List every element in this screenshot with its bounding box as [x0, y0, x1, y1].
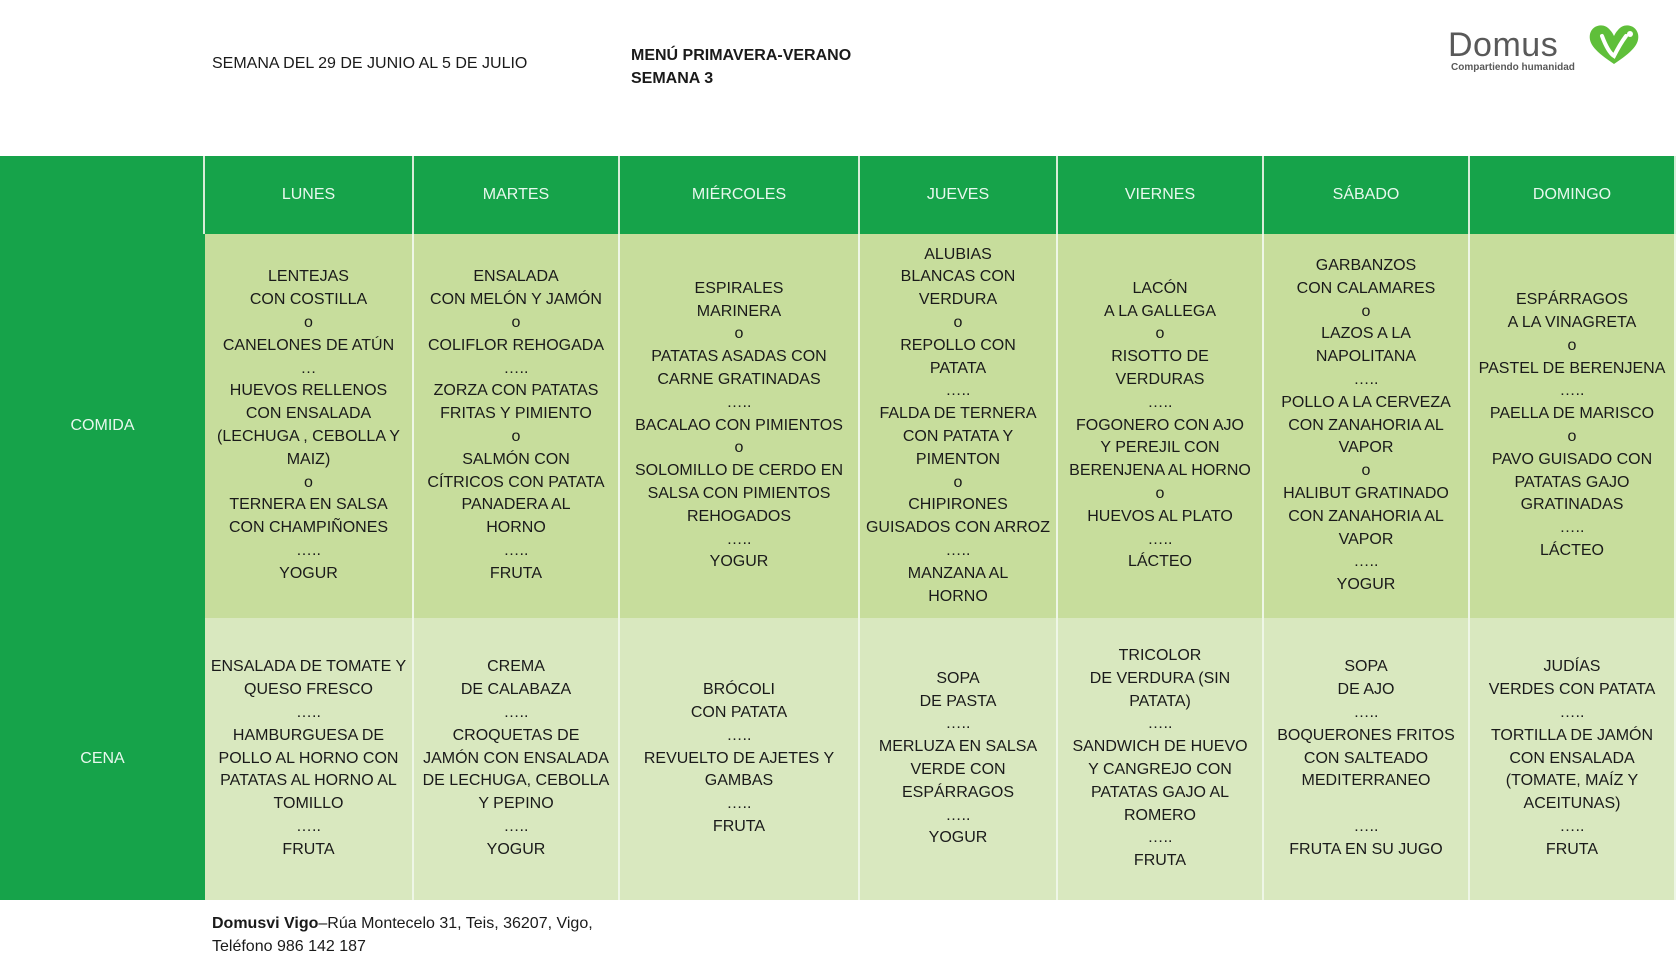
- cena-dish-line: FRUTA: [1545, 840, 1599, 858]
- comida-dish-line: CÍTRICOS CON PATATA: [427, 473, 605, 491]
- comida-cell-4: [1058, 234, 1264, 618]
- comida-label: COMIDA: [0, 234, 205, 618]
- comida-dish-line: ENSALADA: [473, 268, 559, 286]
- menu-title-line2: SEMANA 3: [631, 70, 714, 87]
- comida-dish-line: SALMÓN CON: [462, 450, 570, 468]
- comida-dish-line: PASTEL DE BERENJENA: [1478, 359, 1666, 377]
- day-header-1: MARTES: [414, 156, 620, 234]
- comida-cell-0: [205, 234, 414, 618]
- comida-dish-line: A LA GALLEGA: [1103, 302, 1217, 320]
- comida-dish-line: …..: [945, 541, 971, 559]
- cena-dish-line: Y CANGREJO CON: [1088, 761, 1232, 778]
- cena-dish-line: ACEITUNAS): [1523, 795, 1621, 813]
- cena-dish-line: HAMBURGUESA DE: [232, 726, 385, 744]
- footer-phone: Teléfono 986 142 187: [212, 938, 366, 955]
- cena-dish-line: CREMA: [487, 658, 545, 676]
- comida-dish-line: POLLO A LA CERVEZA: [1281, 393, 1451, 411]
- comida-dish-line: PAVO GUISADO CON: [1491, 450, 1653, 468]
- cena-dish-line: (TOMATE, MAÍZ Y: [1505, 772, 1639, 790]
- comida-dish-line: TERNERA EN SALSA: [229, 496, 388, 514]
- cena-dish-line: …..: [726, 726, 752, 744]
- comida-dish-line: o: [734, 325, 744, 343]
- cena-dish-line: TORTILLA DE JAMÓN: [1490, 726, 1654, 744]
- comida-dish-line: …..: [726, 393, 752, 411]
- cena-dish-line: QUESO FRESCO: [244, 681, 373, 699]
- cena-dish-line: …..: [296, 704, 321, 721]
- comida-dish-line: PATATA: [929, 359, 987, 377]
- comida-dish-line: HORNO: [928, 587, 988, 605]
- cena-dish-line: TOMILLO: [273, 795, 344, 813]
- cena-dish-line: CROQUETAS DE: [452, 726, 580, 744]
- comida-dish-line: …: [300, 359, 317, 377]
- cena-dish-line: VERDE CON: [910, 761, 1006, 778]
- footer-address: [212, 915, 593, 933]
- comida-dish-line: LAZOS A LA: [1321, 325, 1411, 343]
- comida-cell-5: [1264, 234, 1470, 618]
- cena-dish-line: DE AJO: [1337, 681, 1395, 699]
- comida-dish-line: Y PEREJIL CON: [1100, 439, 1220, 457]
- cena-dish-line: …..: [1353, 704, 1379, 721]
- comida-dish-line: o: [1361, 462, 1371, 480]
- cena-dish-line: BOQUERONES FRITOS: [1277, 726, 1455, 744]
- comida-dish-line: o: [1567, 428, 1577, 445]
- cena-dish-line: …..: [726, 795, 752, 813]
- cena-dish-line: …..: [1559, 704, 1585, 721]
- cena-dish-line: FRUTA EN SU JUGO: [1289, 840, 1443, 858]
- cena-dish-line: SOPA: [936, 669, 980, 687]
- cena-dish-line: SANDWICH DE HUEVO: [1072, 738, 1248, 756]
- comida-dish-line: BACALAO CON PIMIENTOS: [635, 416, 843, 434]
- comida-dish-line: o: [1361, 302, 1371, 320]
- comida-dish-line: CON CALAMARES: [1296, 279, 1436, 297]
- cena-dish-line: GAMBAS: [704, 772, 774, 790]
- domusvi-logo: [1448, 22, 1648, 82]
- comida-dish-line: HUEVOS RELLENOS: [229, 382, 388, 400]
- cena-dish-line: POLLO AL HORNO CON: [218, 749, 399, 767]
- comida-dish-line: ALUBIAS: [924, 245, 992, 263]
- comida-dish-line: BERENJENA AL HORNO: [1069, 462, 1251, 480]
- menu-title-line1: MENÚ PRIMAVERA-VERANO: [631, 47, 852, 64]
- comida-dish-line: ESPIRALES: [694, 279, 784, 297]
- comida-dish-line: PIMENTON: [915, 450, 1001, 468]
- cena-cell-4: [1058, 618, 1264, 900]
- cena-dish-line: CON PATATA: [690, 704, 788, 721]
- comida-dish-line: …..: [503, 359, 529, 377]
- week-range: SEMANA DEL 29 DE JUNIO AL 5 DE JULIO: [212, 55, 528, 72]
- comida-dish-line: …..: [1559, 519, 1585, 537]
- comida-dish-line: o: [304, 314, 313, 332]
- heart-logo-icon: [1586, 22, 1642, 66]
- cena-cell-2: [620, 618, 860, 900]
- comida-dish-line: MAIZ): [286, 450, 331, 468]
- day-header-2: MIÉRCOLES: [620, 156, 860, 234]
- comida-dish-line: ESPÁRRAGOS: [1515, 291, 1629, 309]
- comida-dish-line: …..: [296, 541, 321, 559]
- comida-cell-2: [620, 234, 860, 618]
- comida-dish-line: …..: [1147, 530, 1173, 548]
- cena-dish-line: PATATAS GAJO AL: [1090, 783, 1230, 801]
- cena-dish-line: CON ENSALADA: [1509, 749, 1635, 767]
- menu-title: [631, 44, 851, 90]
- comida-dish-line: MARINERA: [696, 302, 782, 320]
- comida-dish-line: o: [953, 473, 963, 491]
- comida-dish-line: CON CHAMPIÑONES: [228, 519, 389, 537]
- cena-dish-line: …..: [1559, 817, 1585, 835]
- comida-dish-line: CON COSTILLA: [249, 291, 368, 309]
- comida-dish-line: PANADERA AL: [461, 496, 571, 514]
- logo-tagline: Compartiendo humanidad: [1451, 62, 1575, 73]
- comida-dish-line: RISOTTO DE: [1111, 348, 1209, 366]
- cena-dish-line: JUDÍAS: [1543, 658, 1601, 676]
- comida-dish-line: HORNO: [486, 519, 546, 537]
- comida-dish-line: CHIPIRONES: [908, 496, 1008, 514]
- comida-row: [0, 234, 1676, 618]
- cena-dish-line: DE CALABAZA: [460, 681, 572, 699]
- comida-dish-line: CON ENSALADA: [245, 405, 372, 423]
- cena-dish-line: TRICOLOR: [1118, 647, 1202, 665]
- comida-dish-line: YOGUR: [709, 553, 769, 571]
- comida-cell-6: [1470, 234, 1676, 618]
- cena-dish-line: BRÓCOLI: [702, 681, 775, 699]
- cena-cell-0: [205, 618, 414, 900]
- comida-dish-line: YOGUR: [279, 564, 338, 582]
- cena-label: CENA: [0, 618, 205, 900]
- comida-dish-line: o: [953, 314, 963, 332]
- cena-dish-line: MERLUZA EN SALSA: [878, 738, 1038, 756]
- comida-dish-line: LACÓN: [1132, 279, 1188, 297]
- cena-dish-line: …..: [503, 704, 529, 721]
- comida-dish-line: PATATAS GAJO: [1514, 473, 1630, 491]
- comida-dish-line: FRUTA: [489, 564, 543, 582]
- comida-dish-line: A LA VINAGRETA: [1507, 314, 1637, 332]
- comida-dish-line: CARNE GRATINADAS: [657, 371, 821, 388]
- comida-dish-line: SOLOMILLO DE CERDO EN: [634, 462, 844, 480]
- comida-dish-line: …..: [726, 530, 752, 548]
- cena-dish-line: FRUTA: [1133, 852, 1187, 870]
- comida-dish-line: o: [1567, 336, 1577, 354]
- comida-dish-line: HUEVOS AL PLATO: [1087, 507, 1233, 525]
- comida-dish-line: o: [1155, 325, 1165, 343]
- day-header-3: JUEVES: [860, 156, 1058, 234]
- cena-cell-3: [860, 618, 1058, 900]
- cena-dish-line: PATATAS AL HORNO AL: [220, 772, 397, 790]
- comida-dish-line: CON ZANAHORIA AL: [1288, 507, 1444, 525]
- cena-dish-line: ROMERO: [1124, 806, 1196, 824]
- comida-dish-line: LÁCTEO: [1539, 541, 1604, 559]
- cena-cell-1: [414, 618, 620, 900]
- comida-dish-line: GRATINADAS: [1520, 496, 1624, 514]
- day-header-0: LUNES: [205, 156, 414, 234]
- footer-name: Domusvi Vigo: [212, 915, 319, 932]
- comida-dish-line: COLIFLOR REHOGADA: [427, 336, 605, 354]
- comida-dish-line: REHOGADOS: [686, 507, 791, 525]
- comida-dish-line: …..: [503, 541, 529, 559]
- comida-dish-line: …..: [945, 382, 971, 400]
- cena-cell-5: [1264, 618, 1470, 900]
- comida-dish-line: BLANCAS CON: [900, 268, 1016, 286]
- comida-cell-1: [414, 234, 620, 618]
- comida-cell-3: [860, 234, 1058, 618]
- comida-dish-line: ZORZA CON PATATAS: [433, 382, 599, 400]
- comida-dish-line: …..: [1147, 393, 1173, 411]
- comida-dish-line: PATATAS ASADAS CON: [651, 348, 827, 366]
- comida-dish-line: CON ZANAHORIA AL: [1288, 416, 1444, 434]
- cena-dish-line: …..: [1147, 715, 1173, 733]
- cena-dish-line: DE LECHUGA, CEBOLLA: [422, 772, 610, 790]
- comida-dish-line: CANELONES DE ATÚN: [222, 336, 395, 354]
- comida-dish-line: FRITAS Y PIMIENTO: [440, 405, 592, 423]
- cena-dish-line: ESPÁRRAGOS: [901, 783, 1015, 801]
- cena-dish-line: MEDITERRANEO: [1301, 772, 1431, 790]
- cena-dish-line: PATATA): [1129, 692, 1191, 710]
- cena-dish-line: Y PEPINO: [478, 795, 554, 813]
- comida-dish-line: …..: [1353, 371, 1379, 388]
- day-header-5: SÁBADO: [1264, 156, 1470, 234]
- comida-dish-line: LENTEJAS: [268, 268, 349, 286]
- comida-dish-line: YOGUR: [1336, 576, 1396, 594]
- comida-dish-line: o: [511, 314, 521, 332]
- comida-dish-line: FOGONERO CON AJO: [1075, 416, 1244, 434]
- cena-dish-line: DE VERDURA (SIN: [1089, 669, 1231, 687]
- cena-dish-line: …..: [503, 817, 529, 835]
- cena-dish-line: YOGUR: [928, 829, 988, 847]
- comida-dish-line: VERDURAS: [1115, 371, 1205, 388]
- comida-dish-line: CON MELÓN Y JAMÓN: [430, 291, 602, 309]
- day-header-4: VIERNES: [1058, 156, 1264, 234]
- comida-dish-line: o: [734, 439, 744, 457]
- table-header-row: [0, 156, 1676, 234]
- comida-dish-line: VAPOR: [1338, 439, 1394, 457]
- comida-dish-line: CON PATATA Y: [902, 428, 1014, 445]
- comida-dish-line: PAELLA DE MARISCO: [1489, 405, 1655, 423]
- cena-dish-line: CON SALTEADO: [1303, 749, 1429, 767]
- comida-dish-line: …..: [1559, 382, 1585, 400]
- cena-dish-line: SOPA: [1344, 658, 1388, 676]
- cena-dish-line: …..: [1353, 817, 1379, 835]
- day-header-6: DOMINGO: [1470, 156, 1676, 234]
- cena-cell-6: [1470, 618, 1676, 900]
- cena-dish-line: FRUTA: [282, 840, 335, 858]
- comida-dish-line: FALDA DE TERNERA: [879, 405, 1037, 423]
- comida-dish-line: SALSA CON PIMIENTOS: [647, 484, 831, 502]
- cena-dish-line: DE PASTA: [919, 692, 997, 710]
- logo-wordmark: Domus: [1448, 26, 1559, 64]
- comida-dish-line: VAPOR: [1338, 530, 1394, 548]
- comida-dish-line: REPOLLO CON: [900, 336, 1016, 354]
- footer-street: –Rúa Montecelo 31, Teis, 36207, Vigo,: [318, 915, 593, 932]
- cena-dish-line: JAMÓN CON ENSALADA: [423, 749, 609, 767]
- cena-dish-line: …..: [945, 715, 971, 733]
- comida-dish-line: o: [1155, 484, 1165, 502]
- comida-dish-line: …..: [1353, 553, 1379, 571]
- comida-dish-line: HALIBUT GRATINADO: [1283, 484, 1449, 502]
- comida-dish-line: GARBANZOS: [1315, 257, 1417, 275]
- cena-dish-line: REVUELTO DE AJETES Y: [643, 749, 835, 767]
- comida-dish-line: GUISADOS CON ARROZ: [865, 519, 1051, 537]
- cena-dish-line: FRUTA: [712, 817, 766, 835]
- corner-blank: [0, 156, 205, 234]
- cena-dish-line: ENSALADA DE TOMATE Y: [210, 658, 407, 676]
- comida-dish-line: (LECHUGA , CEBOLLA Y: [217, 428, 400, 445]
- cena-dish-line: …..: [1147, 829, 1173, 847]
- comida-dish-line: LÁCTEO: [1127, 553, 1192, 571]
- cena-dish-line: [1364, 793, 1368, 816]
- cena-dish-line: YOGUR: [486, 840, 546, 858]
- cena-dish-line: …..: [296, 817, 321, 835]
- cena-dish-line: VERDES CON PATATA: [1488, 681, 1656, 699]
- comida-dish-line: o: [304, 473, 313, 491]
- cena-dish-line: …..: [945, 806, 971, 824]
- comida-dish-line: VERDURA: [918, 291, 998, 309]
- cena-row: [0, 618, 1676, 900]
- comida-dish-line: MANZANA AL: [907, 564, 1009, 582]
- comida-dish-line: o: [511, 428, 521, 445]
- comida-dish-line: NAPOLITANA: [1315, 348, 1417, 366]
